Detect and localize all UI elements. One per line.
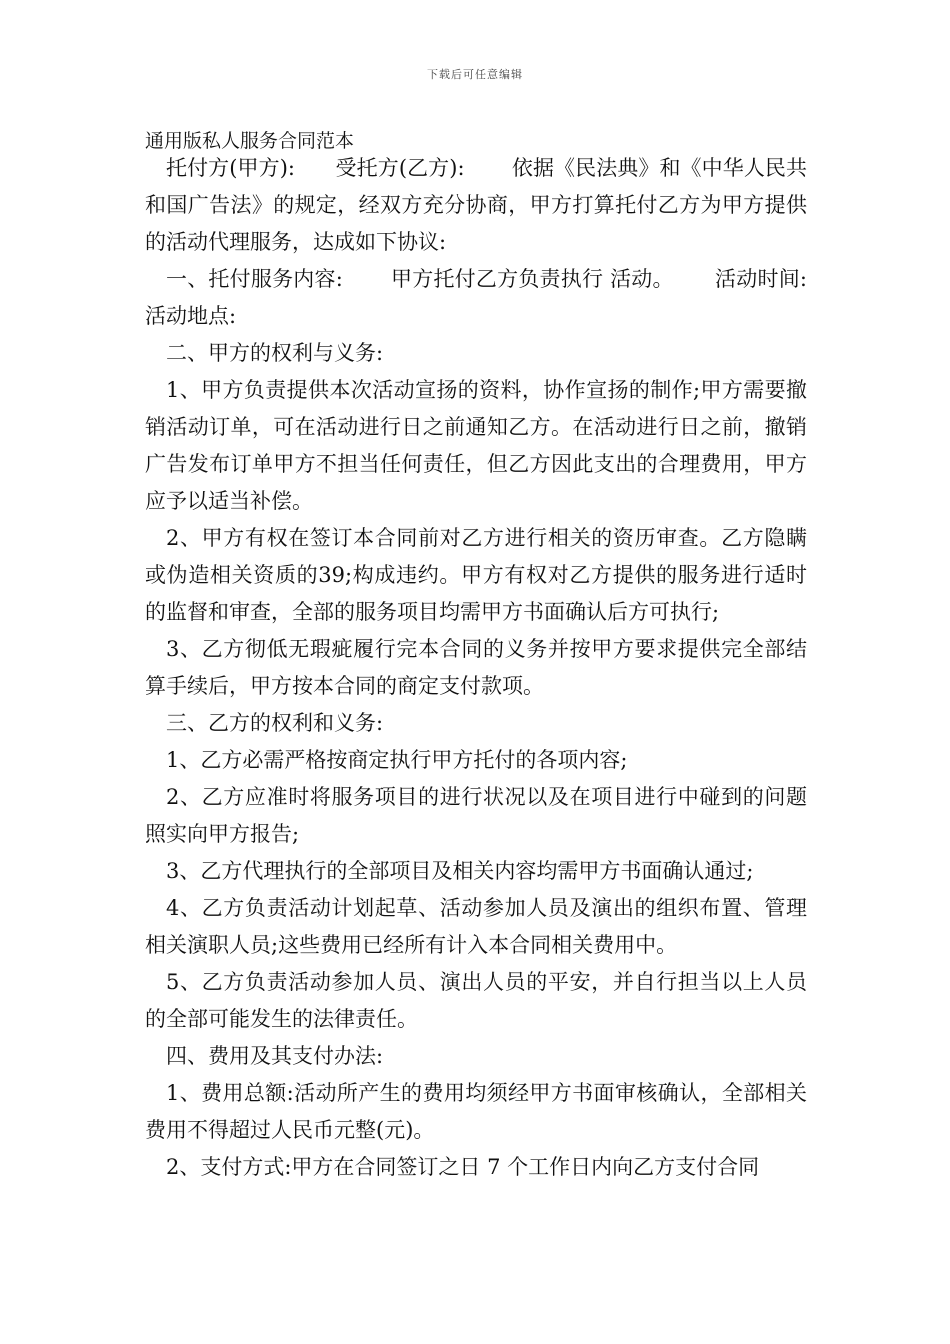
document-title: 通用版私人服务合同范本 xyxy=(145,130,355,152)
heading-section-4: 四、费用及其支付办法: xyxy=(166,1044,384,1068)
document-body xyxy=(145,150,848,1186)
paragraph-section-1: 一、托付服务内容: 甲方托付乙方负责执行 活动。 活动时间: 活动地点: xyxy=(145,267,848,328)
paragraph-party-a-item-1: 1、甲方负责提供本次活动宣扬的资料，协作宣扬的制作;甲方需要撤销活动订单，可在活动进行日之前通知乙方。在活动进行日之前，撤销广告发布订单甲方不担当任何责任，但乙方因此支出的合理费用，甲方应予以适当补偿。 xyxy=(145,378,807,513)
paragraph-party-a-item-3: 3、乙方彻低无瑕疵履行完本合同的义务并按甲方要求提供完全部结算手续后，甲方按本合同的商定支付款项。 xyxy=(145,637,807,698)
page-header-note: 下载后可任意编辑 xyxy=(427,68,523,81)
heading-section-3: 三、乙方的权利和义务: xyxy=(166,711,384,735)
paragraph-party-b-item-4: 4、乙方负责活动计划起草、活动参加人员及演出的组织布置、管理相关演职人员;这些费用已经所有计入本合同相关费用中。 xyxy=(145,896,807,957)
heading-section-2: 二、甲方的权利与义务: xyxy=(166,341,384,365)
paragraph-fee-item-2: 2、支付方式:甲方在合同签订之日 7 个工作日内向乙方支付合同 xyxy=(166,1155,760,1179)
paragraph-parties: 托付方(甲方): 受托方(乙方): 依据《民法典》和《中华人民共和国广告法》的规定，经双方充分协商，甲方打算托付乙方为甲方提供的活动代理服务，达成如下协议: xyxy=(145,156,807,254)
paragraph-party-b-item-1: 1、乙方必需严格按商定执行甲方托付的各项内容; xyxy=(166,748,628,772)
paragraph-party-a-item-2: 2、甲方有权在签订本合同前对乙方进行相关的资历审查。乙方隐瞒或伪造相关资质的39;构成违约。甲方有权对乙方提供的服务进行适时的监督和审查，全部的服务项目均需甲方书面确认后方可执行; xyxy=(145,526,807,624)
paragraph-fee-item-1: 1、费用总额:活动所产生的费用均须经甲方书面审核确认，全部相关费用不得超过人民币元整(元)。 xyxy=(145,1081,807,1142)
paragraph-party-b-item-3: 3、乙方代理执行的全部项目及相关内容均需甲方书面确认通过; xyxy=(166,859,754,883)
paragraph-party-b-item-2: 2、乙方应准时将服务项目的进行状况以及在项目进行中碰到的问题照实向甲方报告; xyxy=(145,785,807,846)
paragraph-party-b-item-5: 5、乙方负责活动参加人员、演出人员的平安，并自行担当以上人员的全部可能发生的法律责任。 xyxy=(145,970,807,1031)
